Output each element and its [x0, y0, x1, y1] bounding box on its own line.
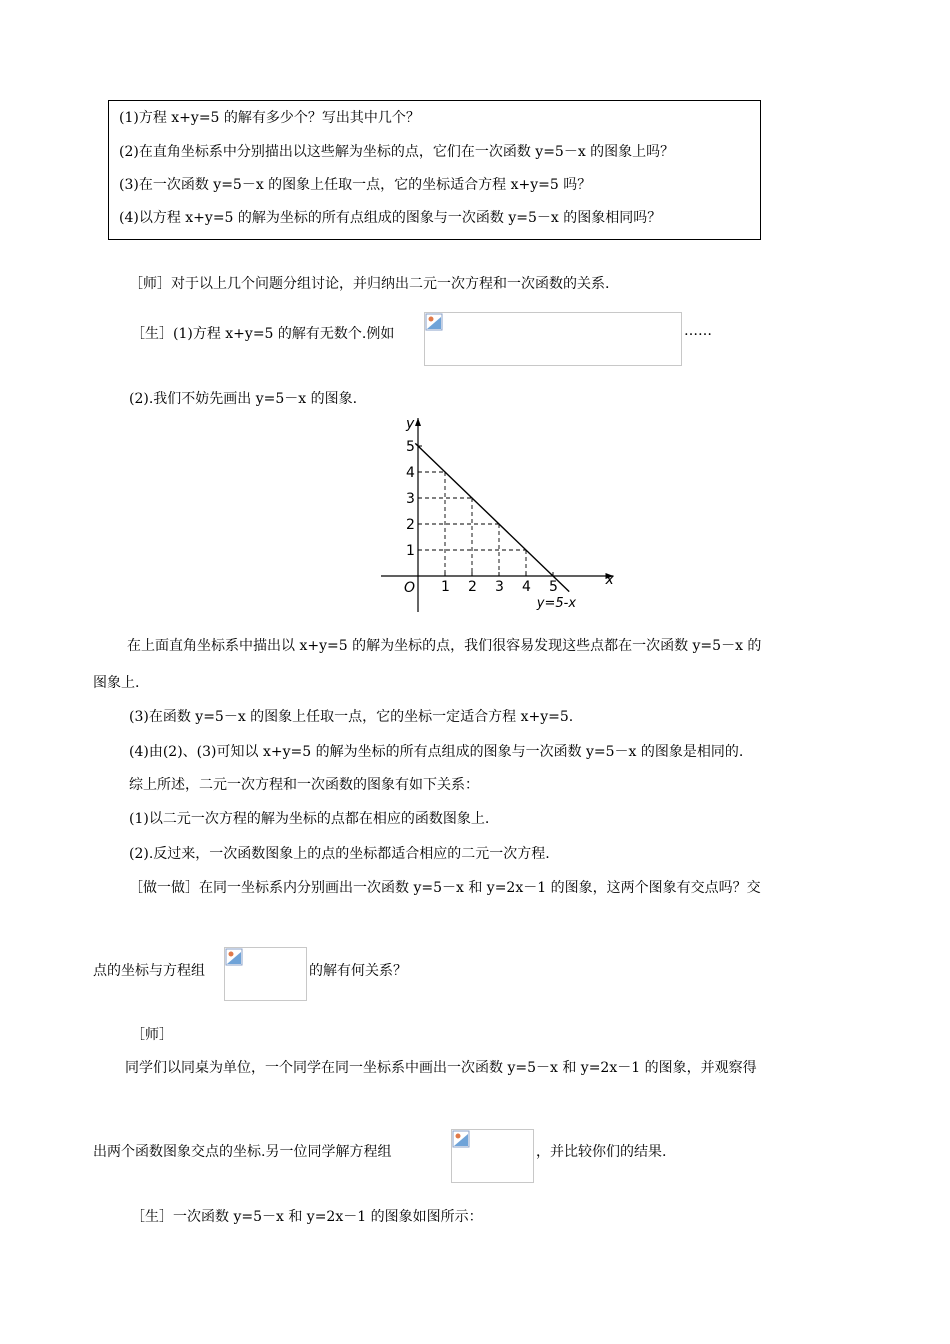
x-tick-label-4: 4	[522, 579, 531, 595]
x-tick-label-5: 5	[549, 579, 558, 595]
y-tick-label-3: 3	[406, 491, 415, 507]
y-axis-label: y	[406, 416, 415, 432]
relation-2: (2).反过来，一次函数图象上的点的坐标都适合相应的二元一次方程.	[129, 846, 550, 862]
origin-label: O	[404, 580, 416, 596]
question-box	[108, 100, 761, 240]
student-answer-2: ［生］一次函数 y=5－x 和 y=2x－1 的图象如图所示：	[131, 1209, 483, 1225]
class-activity-line2-a: 出两个函数图象交点的坐标.另一位同学解方程组	[93, 1144, 392, 1160]
x-tick-label-1: 1	[441, 579, 450, 595]
x-axis-label: x	[605, 572, 614, 588]
equation-system-placeholder-2	[451, 1129, 534, 1183]
y-tick-label-4: 4	[406, 465, 415, 481]
series-line-1	[415, 443, 569, 591]
class-activity-line1: 同学们以同桌为单位，一个同学在同一坐标系中画出一次函数 y=5－x 和 y=2x－1 的图象，并观察得	[125, 1060, 757, 1076]
question-3: (3)在一次函数 y=5－x 的图象上任取一点，它的坐标适合方程 x+y=5 吗？	[119, 177, 592, 193]
formula-image-placeholder	[424, 312, 682, 366]
x-tick-label-2: 2	[468, 579, 477, 595]
broken-image-icon	[452, 1130, 470, 1148]
try-it-line2-b: 的解有何关系？	[309, 963, 407, 979]
teacher-label: ［师］	[131, 1027, 173, 1043]
question-2: (2)在直角坐标系中分别描出以这些解为坐标的点，它们在一次函数 y=5－x 的图象上吗？	[119, 144, 675, 160]
point-4: (4)由(2)、(3)可知以 x+y=5 的解为坐标的所有点组成的图象与一次函数 y=5－x 的图象是相同的.	[129, 744, 744, 760]
draw-instruction: (2).我们不妨先画出 y=5－x 的图象.	[129, 391, 358, 407]
relation-1: (1)以二元一次方程的解为坐标的点都在相应的函数图象上.	[129, 811, 490, 827]
x-tick-label-3: 3	[495, 579, 504, 595]
class-activity-line2-b: ，并比较你们的结果.	[536, 1144, 667, 1160]
summary: 综上所述，二元一次方程和一次函数的图象有如下关系：	[129, 777, 479, 793]
ellipsis: ……	[684, 323, 712, 339]
y-tick-label-1: 1	[406, 543, 415, 559]
student-answer-1: ［生］(1)方程 x+y=5 的解有无数个.例如	[131, 326, 395, 342]
try-it-line2-a: 点的坐标与方程组	[93, 963, 205, 979]
question-1: (1)方程 x+y=5 的解有多少个？写出其中几个？	[119, 110, 420, 126]
y-tick-label-2: 2	[406, 517, 415, 533]
question-4: (4)以方程 x+y=5 的解为坐标的所有点组成的图象与一次函数 y=5－x 的图象相同吗？	[119, 210, 662, 226]
y-axis-arrow	[415, 418, 421, 426]
broken-image-icon	[225, 948, 243, 966]
plot-paragraph-line1: 在上面直角坐标系中描出以 x+y=5 的解为坐标的点，我们很容易发现这些点都在一次函数 y=5－x 的	[127, 638, 762, 654]
equation-system-placeholder-1	[224, 947, 307, 1001]
plot-paragraph-line2: 图象上.	[93, 675, 140, 691]
line-label: y=5-x	[536, 596, 577, 611]
y-tick-label-5: 5	[406, 439, 415, 455]
line-graph	[380, 414, 614, 614]
point-3: (3)在函数 y=5－x 的图象上任取一点，它的坐标一定适合方程 x+y=5.	[129, 709, 574, 725]
try-it-line1: ［做一做］在同一坐标系内分别画出一次函数 y=5－x 和 y=2x－1 的图象，这两个图象有交点吗？交	[129, 880, 761, 896]
teacher-prompt: ［师］对于以上几个问题分组讨论，并归纳出二元一次方程和一次函数的关系.	[129, 276, 610, 292]
broken-image-icon	[425, 313, 443, 331]
